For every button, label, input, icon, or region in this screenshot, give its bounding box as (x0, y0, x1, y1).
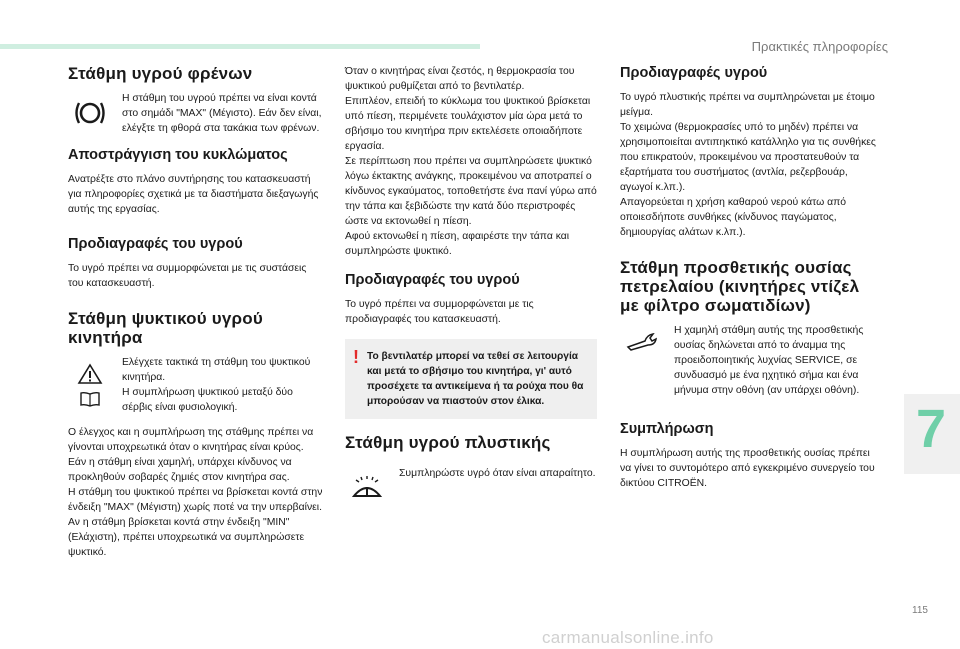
brake-fluid-text: Η στάθμη του υγρού πρέπει να είναι κοντά στο σημάδι "MAX" (Μέγιστο). Εάν δεν είναι, ελέγξτε τη φθορά στα τακάκια των φρένων. (122, 93, 322, 134)
wrench-service-icon (625, 331, 659, 351)
refill-text: Η συμπλήρωση αυτής της προσθετικής ουσίας πρέπει να γίνει το συντομότερο από εγκεκριμένο συνεργείο του δικτύου CITROËN. (620, 448, 875, 489)
fluid-spec-heading: Προδιαγραφές του υγρού (68, 236, 243, 252)
washer-spec-heading: Προδιαγραφές υγρού (620, 65, 768, 81)
washer-icon (350, 474, 384, 500)
refill-heading: Συμπλήρωση (620, 421, 714, 437)
page-number: 115 (912, 605, 928, 616)
warning-text: Το βεντιλατέρ μπορεί να τεθεί σε λειτουργία και μετά το σβήσιμο του κινητήρα, γι' αυτό προσέχετε τα αντικείμενα ή τα ρούχα που θα μπορούσαν να πιαστούν στον έλικα. (367, 351, 584, 407)
column-1 (68, 64, 324, 560)
washer-spec-text: Το υγρό πλυστικής πρέπει να συμπληρώνεται με έτοιμο μείγμα. Το χειμώνα (θερμοκρασίες υπό το μηδέν) πρέπει να χρησιμοποιείται αντιπηκτικό κατάλληλο για τις συνθήκες που επικρατούν, προκειμένου να προστατευθούν τα εξαρτήματα του συστήματος (αντλία, ρεζερβουάρ, αγωγοί κ.λπ.). Απαγορεύεται η χρήση καθαρού νερού κάτω από οποιεσδήποτε συνθήκες (κίνδυνος παγώματος, δημιουργίας αλάτων κ.λπ.). (620, 92, 876, 238)
watermark[interactable]: carmanualsonline.info (542, 628, 714, 647)
fluid-spec-text-2: Το υγρό πρέπει να συμμορφώνεται με τις προδιαγραφές του κατασκευαστή. (345, 299, 534, 325)
manual-book-icon (79, 391, 101, 407)
fluid-spec-text: Το υγρό πρέπει να συμμορφώνεται με τις συστάσεις του κατασκευαστή. (68, 263, 307, 289)
coolant-warning-icon (77, 363, 103, 385)
washer-block (345, 466, 597, 500)
coolant-continued-text: Όταν ο κινητήρας είναι ζεστός, η θερμοκρασία του ψυκτικού ρυθμίζεται από το βεντιλατέρ. Επιπλέον, επειδή το κύκλωμα του ψυκτικού βρίσκεται υπό πίεση, περιμένετε τουλάχιστον μία ώρα μετά το σβήσιμο του κινητήρα πριν εκτελέσετε οποιαδήποτε εργασία. Σε περίπτωση που πρέπει να συμπληρώσετε ψυκτικό λόγω έκτακτης ανάγκης, προκειμένου να αποτραπεί ο κίνδυνος εγκαύματος, τοποθετήστε ένα πανί γύρω από την τάπα και ξεβιδώστε την κατά δύο περιστροφές ώστε να εκτονωθεί η πίεση. Αφού εκτονωθεί η πίεση, αφαιρέστε την τάπα και συμπληρώστε ψυκτικό. (345, 66, 597, 257)
additive-heading: Στάθμη προσθετικής ουσίας πετρελαίου (κινητήρες ντίζελ με φίλτρο σωματιδίων) (620, 258, 860, 315)
header-accent-bar (0, 44, 480, 49)
washer-text: Συμπληρώστε υγρό όταν είναι απαραίτητο. (399, 468, 596, 479)
chapter-number: 7 (915, 399, 946, 459)
additive-block (620, 323, 882, 398)
brake-warning-icon (73, 99, 107, 127)
coolant-icon-text: Ελέγχετε τακτικά τη στάθμη του ψυκτικού κινητήρα. Η συμπλήρωση ψυκτικού μεταξύ δύο σέρβις είναι φυσιολογική. (122, 357, 311, 413)
brake-fluid-heading: Στάθμη υγρού φρένων (68, 64, 253, 83)
fan-warning-box (345, 339, 597, 419)
coolant-heading: Στάθμη ψυκτικού υγρού κινητήρα (68, 309, 263, 347)
drain-circuit-text: Ανατρέξτε στο πλάνο συντήρησης του κατασκευαστή για πληροφορίες σχετικά με τα διαστήματα διεξαγωγής αυτής της εργασίας. (68, 174, 319, 215)
brake-fluid-block (68, 91, 324, 136)
column-2 (345, 64, 597, 510)
drain-circuit-heading: Αποστράγγιση του κυκλώματος (68, 147, 288, 163)
warning-mark: ! (353, 347, 359, 367)
coolant-block (68, 355, 324, 415)
additive-text: Η χαμηλή στάθμη αυτής της προσθετικής ουσίας δηλώνεται από το άναμμα της προειδοποιητικής λυχνίας SERVICE, σε συνδυασμό με ένα ηχητικό σήμα και ένα μήνυμα στην οθόνη (αν υπάρχει οθόνη). (674, 325, 864, 396)
section-title: Πρακτικές πληροφορίες (751, 39, 888, 54)
washer-heading: Στάθμη υγρού πλυστικής (345, 433, 551, 452)
column-3 (620, 64, 882, 491)
fluid-spec-heading-2: Προδιαγραφές του υγρού (345, 272, 520, 288)
coolant-text: Ο έλεγχος και η συμπλήρωση της στάθμης πρέπει να γίνονται υποχρεωτικά όταν ο κινητήρας είναι κρύος. Εάν η στάθμη είναι χαμηλή, υπάρχει κίνδυνος να προκληθούν σοβαρές ζημιές στον κινητήρα σας. Η στάθμη του ψυκτικού πρέπει να βρίσκεται κοντά στην ένδειξη "MAX" (Μέγιστη) χωρίς ποτέ να την υπερβαίνει. Αν η στάθμη βρίσκεται κοντά στην ένδειξη "MIN" (Ελάχιστη), πρέπει υποχρεωτικά να συμπληρώσετε ψυκτικό. (68, 427, 323, 558)
